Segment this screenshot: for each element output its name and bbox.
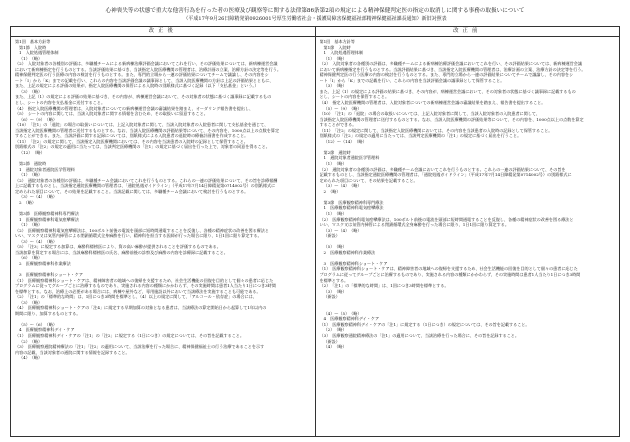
text-line: （3） （略） [323,83,347,89]
text-line: 1 医療観察精神科電気痙攣療法 [323,205,384,211]
text-line: 第2節 通院時 [323,149,351,155]
text-line: 記載するものとし、当該指定通院医療機関の管理者は、「通院処遇ガイドライン」（平成17年7月14日障精発第0714002号）の別紙様式に [319,172,572,178]
before-revision-column [316,37,620,436]
text-line: （6） （略） [19,255,43,261]
text-line: いい、マスク又は気管内挿管による閉鎖循環式全身麻酔を行い、精神科を担当する医師が行った場合に限り、1日1回に限り算定する。 [15,233,262,239]
text-line: 2 （略） [19,199,36,205]
text-line: 1 通院対象者通院医学管理料 [19,166,75,172]
text-line: 別紙様式の「注2」の規定の適用に当たっては、当該判定医療機関の「注1」の規定に基づく届出を行うこと。 [319,133,522,139]
text-line: （10） 「注1」の「退院」の場合の取扱いについては、上記入院対象者に関して、当該入院対象者の入院患者に関して、 [319,111,540,117]
text-line: 1 入院処遇管理体制 [323,50,363,56]
text-line: 定められた項目について、その結果を記載すること。 [319,177,418,183]
text-line: 4 医療観察精神科デイ・ケア [323,316,380,322]
text-line: を標準とする。なお、治療上の必要がある場合には、病棟や屋外など、専用施設以外において当該療法を実施することも可能である。 [15,288,261,294]
text-line: 第1回 基本方針等 [319,39,355,44]
text-line: （3） （略） [19,88,43,94]
text-line: 第1節 入院時 [19,44,47,50]
text-line: 2 医療観察精神科作業療法 [19,260,71,266]
text-line: （2） （略） [323,327,347,333]
text-line: （3）〜（4） （略） [19,194,57,200]
text-line: （3）〜（4） （略） [323,227,362,233]
text-line: 別紙様式の「注2」の規定の適用に当たっては、当該判定医療機関の「注1」の規定に基づく届出を行った上で、対象者の同意を得ること。 [15,144,270,150]
text-line: ート「I」から「K」までの記載を行い、これらの内容を当該評価会議の議事録として、当該入院医療機関の方針は上記の評価結果とともに、 [15,77,274,83]
text-line: （2） 「注1」の「標準的な時間」は、1回につき3時間を標準とし、（4）以上の規定に関して、「アルコール・依存症」の場合には、 [15,294,257,300]
table-header [11,27,619,37]
text-line: 内容の記載、当該対象者の通院に関する情報を記録すること。 [15,349,130,355]
text-line: （12）〜（14） （略） [323,138,367,144]
text-line: （4） 医療観察精神科ショート・ケアの「注4」に規定する早期加算の対象となる患者は、当該療法の算定開始日から起算して1年以内の [15,305,267,311]
text-line: 当該指定入院医療機関の管理者に送付するものとする。なお、当該入院医療機関の評価結果等について、その内容を、1000点以上の点数を算定 [15,127,280,133]
header-after-revision: 改正後 [11,27,316,36]
text-line: 4 医療観察精神科デイ・ケア [19,327,75,333]
text-line: （1） （略） [323,210,347,216]
text-line: （5）〜（9） （略） [323,105,362,111]
text-line: （1） （略） [323,55,347,61]
text-line: （5） 「注3」に規定する加算は、麻酔科標榜医により、質の高い麻酔が提供されることを評価するものである。 [15,244,221,250]
text-line: （1） （略） [19,222,43,228]
text-line: （5） シートの内容に関しては、当該入院対象者に関する情報を含むため、その取扱いに留意すること。 [15,111,208,117]
text-line: （1） 医療観察精神科ショート・ケアは、精神障害者の地域への復帰を支援するため、社会生活機能の回復を目的として個々の患者に応じた [319,266,578,272]
text-line: また、上記（1）の規定による評価の結果に基づき、その内容が、病棟運営会議において、その対象者の状態に基づく議事録に記載するもの [15,94,272,100]
comparison-table [10,26,620,437]
text-line: 第2節 通院時 [19,161,47,167]
text-line: （11） 「注2」の規定に関して、当該指定入院医療機関においては、その内容を当該患者の入院時の記録として保管すること。 [15,138,248,144]
text-line: 1 入院処遇管理体制 [19,50,59,56]
text-line: （2） 入院対象者の各種別の評価は、多職種チームによる新病棟治療評価会議においてこれを行い、その評価結果については、新病棟運営会議 [15,61,278,67]
text-line: 上に記載するものとし、当該指定通院医療機関の管理者は、「通院処遇ガイドライン」（平成17年7月14日障精発第0714002号）の別紙様式に [15,183,276,189]
text-line: （新設） [323,338,340,344]
text-line: 精神保健判定医の行う医療の内容の検討を行うものとする。また、専門的立場から一連の評価結果についてチームで議論し、その内容をシ [15,72,269,78]
text-line: （11） 「注2」の規定に関して、当該指定入院医療機関においては、その内容を当該患者の入院時の記録として保管すること。 [319,127,553,133]
text-line: とし、シートの内容を保管すること。 [319,94,390,100]
text-line: ート「I」から「K」までの記載を行い、これらの内容を当該評価会議の議事録として保管すること。 [319,77,505,83]
text-line: 当該加算を算定する場合には、当該麻酔科標榜医の氏名、麻酔前後の診察及び麻酔の内容を診療録に記載すること。 [15,249,228,255]
text-line: 第1節 入院時 [323,44,351,50]
header-before-revision: 改正前 [453,28,482,34]
text-line: （2） 入院対象者の各種別の評価は、多職種チームによる新病棟治療評価会議においてこれを行い、その評価結果については、新病棟運営会議 [319,61,582,67]
text-line: プログラムに従ってグループごとに治療するものであり、実施される内容の種類にかかわらず、その実施時間は患者1人当たり1日につき3時間 [319,271,581,277]
text-line: （4） 指定入院医療機関の管理者は、入院対象者についての新病棟運営会議の審議結果を踏まえ、オーダリング報告書を提出し、 [15,105,254,111]
document-subtitle: （平成17年9月26日障精発第0926001号厚生労働省社会・援護局障害保健福祉部精神保健福祉課長通知）新旧対照表 [183,16,447,22]
text-line: （4） （略） [323,344,347,350]
text-line: （4） （略） [19,355,43,361]
text-line: また、上記の規定による評価の結果が、指定入院医療機関の保管による入院時の別紙様式に基づく記録（以下「支払基金」という。） [15,83,259,89]
text-line: 1 医療観察精神科電気痙攣療法 [19,216,79,222]
text-line: （1） （略） [19,172,43,178]
text-line: （5） （略） [323,244,347,250]
text-line: することができる。 [319,122,357,128]
table-body [11,37,619,436]
text-line: を標準とする。 [319,277,349,283]
text-line: 第3節 医療観察精神科専門療法 [323,199,384,205]
text-line: 2 医療観察精神科作業療法 [323,249,376,255]
text-line: （2） 医療観察精神科電気痙攣療法は、100ボルト前後の電流を頭部に短時間通電することを反復し、各種の精神症状の改善を図る療法と [15,227,269,233]
text-line: （2） 通院対象者の各種別の評価は、多職種チーム会議においてこれを行うものとする。これらの一連の評価結果について、その旨を診療報酬 [15,177,278,183]
text-line: 第1回 基本方針等 [15,39,51,44]
text-line: プログラムに従ってグループごとに治療するものであり、実施される内容の種類にかかわらず、その実施時間は患者1人当たり1日につき3時間 [15,283,276,289]
text-line: 第3節 医療観察精神科専門療法 [19,210,79,216]
text-line: （3） 医療観察通院精神療法の「注1」「注2」の適用について、当該治療を行った場合に、精神保健福祉士の行う治療であることを示す [15,344,265,350]
text-line: （1） （略） [19,55,43,61]
text-line: 1 通院対象者通院医学管理料 [323,155,380,161]
text-line: において新病棟指定を行うものとする。当該評価結果に基づき、当該指定入院医療機関の管理者は、治療計画の立案、治療方針の決定等を行う。 [15,66,281,72]
text-line: （新設） [323,233,340,239]
text-line: 2 （略） [323,188,341,194]
text-line: （5）〜（6） （略） [19,321,57,327]
text-line: において新病棟指定を行うものとする。当該評価結果に基づき、当該指定入院医療機関の管理者は、治療計画の立案、治療方針の決定等を行う。 [319,66,586,72]
text-line: （1） 医療観察精神科デイ・ケアの「注1」の「注2」に規定する（1日につき）の規定については、その旨を記載すること。 [15,332,244,338]
text-line: することができる。また、当該評価に関する記録については、別紙様式による入院患者の退院時の療養計画書を作成すること。 [15,133,249,139]
text-line: （1） （略） [323,161,347,167]
text-line: （2） 医療観察精神科電気痙攣療法は、100ボルト前後の電流を頭部に短時間通電することを反復し、各種の精神症状の改善を図る療法と [319,216,574,222]
text-line: （4） 指定入院医療機関の管理者は、入院対象者についての新病棟運営会議の審議結果を踏まえ、報告書を提出すること。 [319,100,546,106]
text-line: （4）〜（5） （略） [323,310,362,316]
text-line: （1） 医療観察精神科デイ・ケアの「注1」に規定する（1日につき）の規定については、その旨を記載すること。 [319,321,530,327]
text-line: （3） 医療観察通院精神療法の「注1」の適用について、当該治療を行った場合に、その旨を記録すること。 [319,332,519,338]
text-line: 3 医療観察精神科ショート・ケア [323,260,388,266]
text-line: 当該指定入院医療機関の管理者に送付するものとする。なお、当該入院医療機関の評価結果等について、その内容を、1000点以上の点数を算定 [319,116,584,122]
text-line: とし、シートの内容を支払基金に送付すること。 [15,100,106,106]
text-line: （3）〜（4） （略） [19,238,57,244]
text-line: （1） 医療観察精神科ショート・ケアは、精神障害者の地域への復帰を支援するため、社会生活機能の回復を目的として個々の患者に応じた [15,277,274,283]
text-line: （3）〜（4） （略） [323,183,362,189]
text-line: また、上記（1）の規定による評価の結果に基づき、その内容が、病棟運営会議において、その対象者の状態に基づく議事録に記載するもの [319,88,576,94]
text-line: （3） （略） [19,299,43,305]
text-line: （2） （略） [19,338,43,344]
text-line: 精神保健判定医の行う医療の内容の検討を行うものとする。また、専門的立場から一連の評価結果についてチームで議論し、その内容をシ [319,72,574,78]
text-line: （新設） [323,294,340,300]
text-line: （2） 通院対象者の各種別の評価は、多職種チーム会議においてこれを行うものとする。これらの一連の評価結果について、その旨を [319,166,566,172]
text-line: （10） 「注1」の「退院」の場合の取扱いについては、上記入院対象者に関して、当該入院対象者の入院患者に関して支払基金を通じて、 [15,122,269,128]
text-line: いい、マスク又は気管内挿管による閉鎖循環式全身麻酔を行った場合に限り、1日1回に限り算定する。 [319,222,509,228]
text-line: 定められた項目について、その結果を記載すること。当該記載に関しては、多職種チーム会議において検討を行うものとする。 [15,188,249,194]
after-revision-column [11,37,316,436]
text-line: 期間に限り、加算するものとする。 [15,310,81,316]
document-title: 心神喪失等の状態で重大な他害行為を行った者の医療及び観察等に関する法律第86条第2項の規定による精神保健判定医の指定の取消しに関する事務の取扱いについて [105,8,525,14]
text-line: （3） （略） [323,288,347,294]
text-line: （12） （略） [19,149,45,155]
text-line: 3 医療観察精神科ショート・ケア [19,271,83,277]
text-line: （6）〜（9） （略） [19,116,57,122]
text-line: （2） 「注1」の「標準的な時間」は、1回につき3時間を標準とする。 [319,283,449,289]
